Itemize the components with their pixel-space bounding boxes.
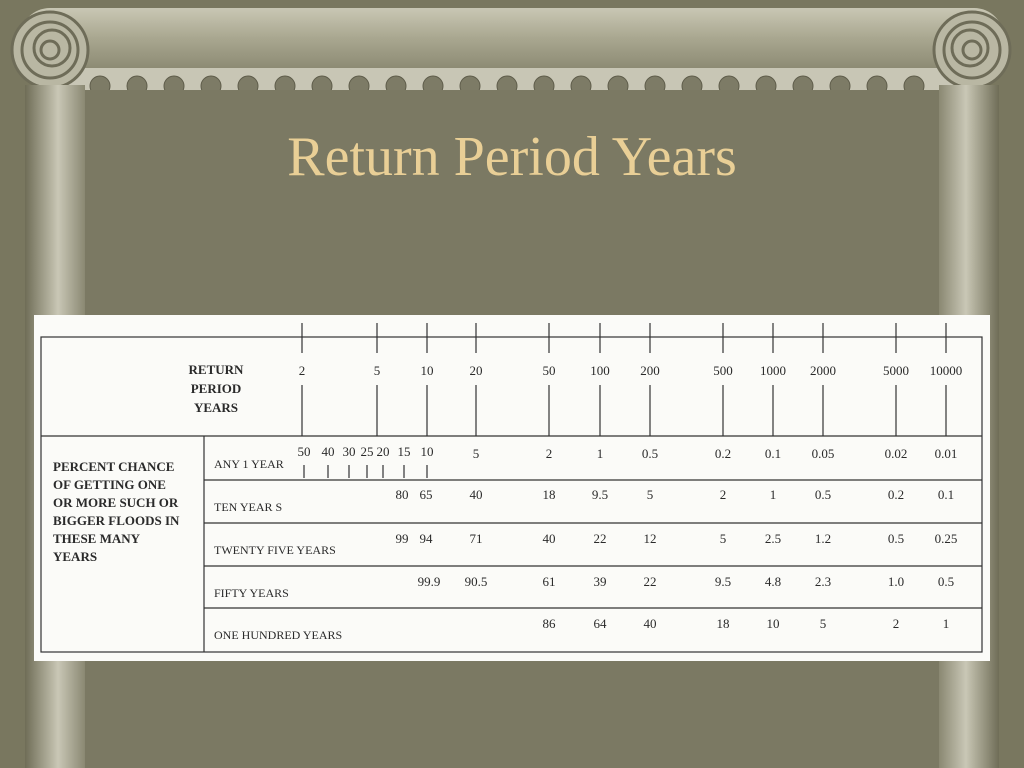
any-year-value: 15 [397,444,411,459]
table-cell-value: 0.2 [714,446,732,461]
return-label-line3: YEARS [193,400,239,415]
table-cell-value: 1.2 [814,531,832,546]
row-label-any-year: ANY 1 YEAR [214,457,284,471]
table-cell-value: 65 [419,487,433,502]
table-cell-value: 5 [819,616,827,631]
table-cell-value: 1 [942,616,950,631]
table-cell-value: 39 [593,574,607,589]
side-label-line1: PERCENT CHANCE [53,459,175,474]
table-cell-value: 5 [472,446,480,461]
any-year-value: 10 [420,444,434,459]
side-label-line3: OR MORE SUCH OR [53,495,179,510]
table-cell-value: 40 [643,616,657,631]
table-cell-value: 80 [395,487,409,502]
table-cell-value: 0.25 [934,531,958,546]
return-period-label: 500 [713,363,733,378]
table-cell-value: 2 [545,446,553,461]
table-cell-value: 22 [643,574,657,589]
table-cell-value: 0.01 [934,446,958,461]
table-cell-value: 18 [716,616,730,631]
any-year-value: 40 [321,444,335,459]
return-label-line2: PERIOD [190,381,242,396]
table-cell-value: 99 [395,531,409,546]
return-label-line1: RETURN [188,362,244,377]
table-cell-value: 94 [419,531,433,546]
any-year-value: 30 [342,444,356,459]
table-cell-value: 2.3 [814,574,832,589]
table-cell-value: 2.5 [764,531,782,546]
return-period-label: 50 [542,363,556,378]
side-label-line5: THESE MANY [53,531,141,546]
row-label-ten-years: TEN YEAR S [214,500,283,514]
side-label-line4: BIGGER FLOODS IN [53,513,180,528]
any-year-value: 20 [376,444,390,459]
table-cell-value: 2 [892,616,900,631]
table-cell-value: 71 [469,531,483,546]
return-period-label: 1000 [760,363,786,378]
table-cell-value: 0.5 [814,487,832,502]
table-cell-value: 1 [596,446,604,461]
return-period-table [34,315,990,661]
row-label-one-hundred-years: ONE HUNDRED YEARS [214,628,343,642]
table-cell-value: 1 [769,487,777,502]
table-cell-value: 10 [766,616,780,631]
table-cell-value: 18 [542,487,556,502]
row-label-twenty-five-years: TWENTY FIVE YEARS [214,543,336,557]
table-cell-value: 4.8 [764,574,782,589]
table-cell-value: 9.5 [714,574,732,589]
return-period-label: 2000 [810,363,836,378]
table-cell-value: 9.5 [591,487,609,502]
return-period-label: 100 [590,363,610,378]
row-label-fifty-years: FIFTY YEARS [214,586,289,600]
table-cell-value: 0.1 [764,446,782,461]
table-cell-value: 22 [593,531,607,546]
return-period-label: 10 [420,363,434,378]
table-cell-value: 40 [542,531,556,546]
return-period-label: 2 [298,363,306,378]
table-border [41,337,982,652]
table-cell-value: 61 [542,574,556,589]
table-cell-value: 2 [719,487,727,502]
table-cell-value: 5 [719,531,727,546]
table-cell-value: 0.02 [884,446,908,461]
slide-title: Return Period Years [287,126,737,188]
table-cell-value: 5 [646,487,654,502]
any-year-value: 25 [360,444,374,459]
return-period-label: 200 [640,363,660,378]
side-label-line2: OF GETTING ONE [53,477,166,492]
table-cell-value: 0.5 [937,574,955,589]
table-cell-value: 1.0 [887,574,905,589]
left-volute [12,12,88,88]
table-cell-value: 0.05 [811,446,835,461]
side-label-line6: YEARS [53,549,98,564]
return-period-label: 5 [373,363,381,378]
table-cell-value: 0.5 [641,446,659,461]
table-cell-value: 64 [593,616,607,631]
table-cell-value: 40 [469,487,483,502]
table-drawing [34,315,990,661]
table-cell-value: 86 [542,616,556,631]
table-cell-value: 0.5 [887,531,905,546]
return-period-label: 5000 [883,363,909,378]
table-cell-value: 99.9 [417,574,441,589]
return-period-label: 20 [469,363,483,378]
right-volute [934,12,1010,88]
table-cell-value: 0.2 [887,487,905,502]
table-cell-value: 0.1 [937,487,955,502]
any-year-value: 50 [297,444,311,459]
table-cell-value: 90.5 [464,574,488,589]
table-cell-value: 12 [643,531,657,546]
return-period-label: 10000 [929,363,963,378]
column-capital [0,0,1024,95]
